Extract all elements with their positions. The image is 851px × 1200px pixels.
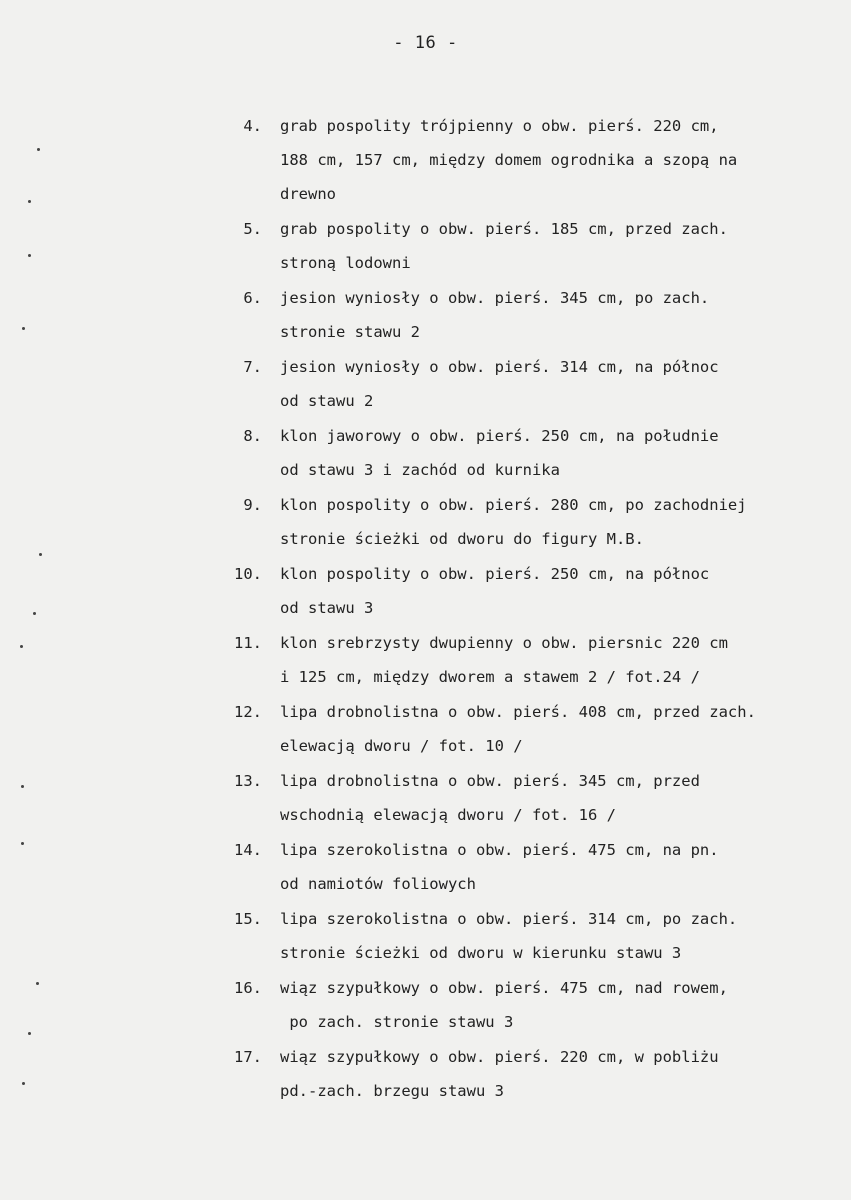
margin-mark <box>33 612 36 615</box>
entry-text-line: klon pospolity o obw. pierś. 280 cm, po zachodniej <box>280 496 747 514</box>
margin-mark <box>28 200 31 203</box>
entry-text-line: pd.-zach. brzegu stawu 3 <box>280 1082 504 1100</box>
list-item <box>0 492 851 561</box>
entry-text-line: lipa drobnolistna o obw. pierś. 345 cm, przed <box>280 772 700 790</box>
list-item <box>0 216 851 285</box>
entry-text-line: jesion wyniosły o obw. pierś. 314 cm, na północ <box>280 358 719 376</box>
list-item <box>0 561 851 630</box>
entry-text-line: grab pospolity o obw. pierś. 185 cm, przed zach. <box>280 220 728 238</box>
entry-text-line: lipa szerokolistna o obw. pierś. 475 cm, na pn. <box>280 841 719 859</box>
entry-number: 5. <box>243 220 262 238</box>
margin-mark <box>22 327 25 330</box>
entry-text-line: wiąz szypułkowy o obw. pierś. 475 cm, nad rowem, <box>280 979 728 997</box>
entry-text-line: klon srebrzysty dwupienny o obw. piersnic 220 cm <box>280 634 728 652</box>
entry-text-line: stronie ścieżki od dworu do figury M.B. <box>280 530 644 548</box>
entry-text-line: po zach. stronie stawu 3 <box>280 1013 514 1031</box>
entry-text-line: lipa szerokolistna o obw. pierś. 314 cm, po zach. <box>280 910 738 928</box>
list-item <box>0 768 851 837</box>
entry-text-line: od stawu 3 i zachód od kurnika <box>280 461 560 479</box>
margin-mark <box>20 645 23 648</box>
entry-text-line: elewacją dworu / fot. 10 / <box>280 737 523 755</box>
entry-text-line: od namiotów foliowych <box>280 875 476 893</box>
entry-number: 7. <box>243 358 262 376</box>
list-item <box>0 630 851 699</box>
entry-number: 15. <box>234 910 262 928</box>
list-item <box>0 354 851 423</box>
list-item <box>0 113 851 216</box>
entry-text-line: od stawu 3 <box>280 599 374 617</box>
entry-number: 12. <box>234 703 262 721</box>
list-item <box>0 906 851 975</box>
list-item <box>0 1044 851 1113</box>
page-number: - 16 - <box>393 33 458 53</box>
entry-number: 4. <box>243 117 262 135</box>
entry-text-line: lipa drobnolistna o obw. pierś. 408 cm, przed zach. <box>280 703 756 721</box>
entry-text-line: drewno <box>280 185 336 203</box>
entry-number: 9. <box>243 496 262 514</box>
entry-text-line: 188 cm, 157 cm, między domem ogrodnika a szopą na <box>280 151 738 169</box>
margin-mark <box>36 982 39 985</box>
list-item <box>0 699 851 768</box>
entry-text-line: stroną lodowni <box>280 254 411 272</box>
entry-text-line: i 125 cm, między dworem a stawem 2 / fot.24 / <box>280 668 700 686</box>
entry-text-line: wiąz szypułkowy o obw. pierś. 220 cm, w pobliżu <box>280 1048 719 1066</box>
entry-text-line: klon pospolity o obw. pierś. 250 cm, na północ <box>280 565 710 583</box>
entry-number: 11. <box>234 634 262 652</box>
margin-mark <box>22 1082 25 1085</box>
entry-number: 10. <box>234 565 262 583</box>
margin-mark <box>39 553 42 556</box>
entry-number: 14. <box>234 841 262 859</box>
entry-text-line: klon jaworowy o obw. pierś. 250 cm, na południe <box>280 427 719 445</box>
list-item <box>0 837 851 906</box>
margin-mark <box>37 148 40 151</box>
entry-text-line: stronie ścieżki od dworu w kierunku stawu 3 <box>280 944 682 962</box>
entry-text-line: grab pospolity trójpienny o obw. pierś. 220 cm, <box>280 117 719 135</box>
entry-number: 17. <box>234 1048 262 1066</box>
list-item <box>0 423 851 492</box>
entry-number: 16. <box>234 979 262 997</box>
margin-mark <box>21 842 24 845</box>
margin-mark <box>28 1032 31 1035</box>
list-item <box>0 975 851 1044</box>
margin-mark <box>21 785 24 788</box>
entry-number: 13. <box>234 772 262 790</box>
entry-text-line: od stawu 2 <box>280 392 374 410</box>
margin-mark <box>28 254 31 257</box>
entry-list <box>0 113 851 1113</box>
entry-text-line: wschodnią elewacją dworu / fot. 16 / <box>280 806 616 824</box>
entry-text-line: jesion wyniosły o obw. pierś. 345 cm, po zach. <box>280 289 710 307</box>
entry-number: 8. <box>243 427 262 445</box>
entry-text-line: stronie stawu 2 <box>280 323 420 341</box>
list-item <box>0 285 851 354</box>
entry-number: 6. <box>243 289 262 307</box>
